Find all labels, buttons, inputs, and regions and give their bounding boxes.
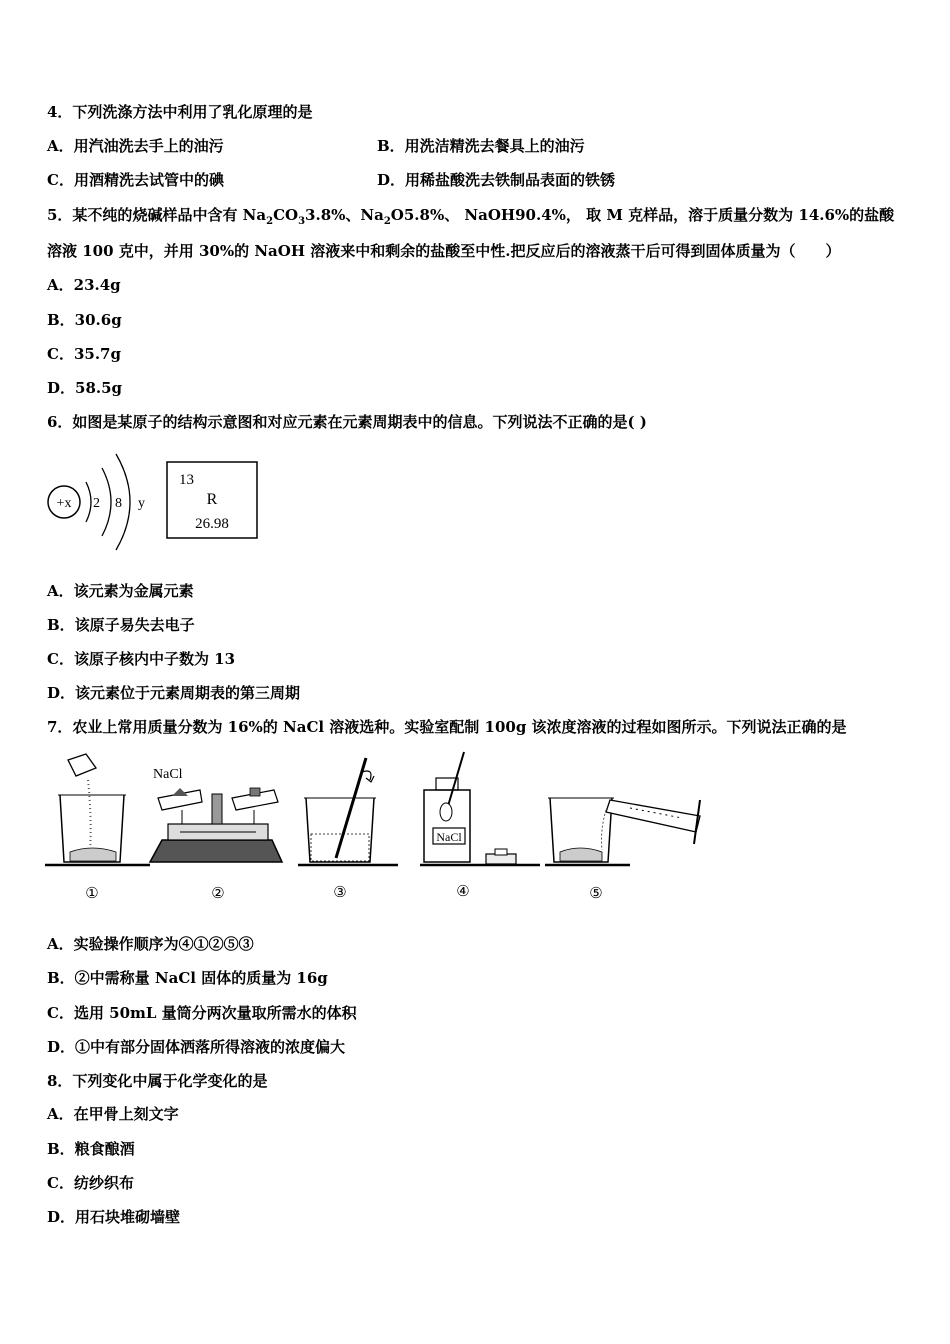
step-number: ⑤ — [589, 886, 603, 902]
step-number: ② — [211, 886, 225, 902]
shell-1-electrons: 2 — [93, 496, 100, 511]
step-number: ③ — [333, 885, 347, 901]
solution-prep-figure — [40, 740, 730, 910]
subscript: 2 — [383, 216, 391, 227]
step-2-weighing-balance — [150, 767, 282, 862]
subscript: 2 — [266, 216, 274, 227]
step-1-pouring-solid — [45, 754, 150, 865]
q8-option-b: B．粮食酿酒 — [47, 1140, 135, 1158]
element-symbol: R — [206, 491, 218, 508]
q6-option-c: C．该原子核内中子数为 13 — [47, 650, 236, 668]
q5-stem-part: 5．某不纯的烧碱样品中含有 Na — [47, 206, 267, 224]
q5-stem-part: CO — [273, 206, 299, 224]
q4-stem: 4．下列洗涤方法中利用了乳化原理的是 — [47, 103, 313, 121]
q4-option-c: C．用酒精洗去试管中的碘 — [47, 171, 224, 189]
shell-3-electrons: y — [138, 496, 145, 511]
q4-option-d: D．用稀盐酸洗去铁制品表面的铁锈 — [377, 171, 616, 189]
nacl-label: NaCl — [153, 767, 183, 782]
q5-stem-line-1 — [47, 205, 894, 232]
q6-option-d: D．该元素位于元素周期表的第三周期 — [47, 684, 301, 702]
q7-option-c: C．选用 50mL 量筒分两次量取所需水的体积 — [47, 1004, 357, 1022]
nacl-bottle-label: NaCl — [436, 830, 462, 844]
q4-option-a: A．用汽油洗去手上的油污 — [47, 137, 224, 155]
q8-option-a: A．在甲骨上刻文字 — [47, 1105, 179, 1123]
shell-2-electrons: 8 — [115, 496, 122, 511]
q5-stem-line-2: 溶液 100 克中，并用 30%的 NaOH 溶液来中和剩余的盐酸至中性.把反应后的溶液蒸干后可得到固体质量为（ ） — [47, 242, 841, 260]
q7-stem: 7．农业上常用质量分数为 16%的 NaCl 溶液选种。实验室配制 100g 该浓度溶液的过程如图所示。下列说法正确的是 — [47, 718, 847, 736]
q4-option-b: B．用洗洁精洗去餐具上的油污 — [377, 137, 585, 155]
q5-option-a: A．23.4g — [47, 276, 121, 294]
q6-option-b: B．该原子易失去电子 — [47, 616, 195, 634]
subscript: 3 — [298, 216, 306, 227]
q7-option-a: A．实验操作顺序为④①②⑤③ — [47, 935, 254, 953]
q8-option-c: C．纺纱织布 — [47, 1174, 134, 1192]
q5-stem-part: 3.8%、Na — [305, 206, 384, 224]
q7-option-b: B．②中需称量 NaCl 固体的质量为 16g — [47, 969, 328, 987]
step-number: ④ — [456, 884, 470, 900]
q8-option-d: D．用石块堆砌墙壁 — [47, 1208, 181, 1226]
q7-option-d: D．①中有部分固体洒落所得溶液的浓度偏大 — [47, 1038, 346, 1056]
q5-option-d: D．58.5g — [47, 379, 123, 397]
q5-stem-part: O5.8%、 NaOH90.4%， 取 M 克样品，溶于质量分数为 14.6%的盐酸 — [390, 206, 895, 224]
step-number: ① — [85, 886, 99, 902]
shell-arc-2 — [102, 468, 111, 536]
q6-stem: 6．如图是某原子的结构示意图和对应元素在元素周期表中的信息。下列说法不正确的是( ) — [47, 413, 647, 431]
atomic-mass: 26.98 — [195, 516, 229, 532]
step-4-reagent-bottle — [420, 752, 540, 865]
shell-arc-1 — [86, 482, 91, 522]
q5-option-b: B．30.6g — [47, 311, 122, 329]
q5-option-c: C．35.7g — [47, 345, 121, 363]
step-5-cylinder-pouring — [545, 798, 700, 865]
step-3-stirring — [298, 758, 398, 865]
atom-structure-figure — [40, 440, 270, 570]
q8-stem: 8．下列变化中属于化学变化的是 — [47, 1072, 268, 1090]
atomic-number: 13 — [179, 472, 194, 488]
nucleus-charge: +x — [56, 496, 72, 511]
q6-option-a: A．该元素为金属元素 — [47, 582, 194, 600]
